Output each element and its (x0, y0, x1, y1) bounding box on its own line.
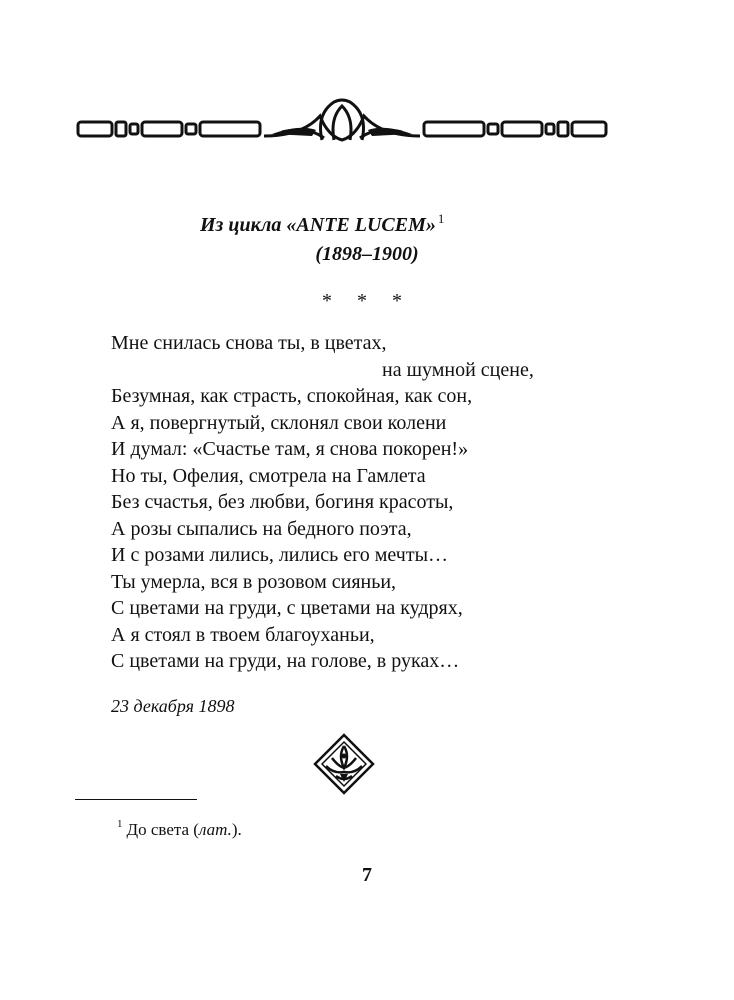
asterism-separator: * * * (322, 290, 412, 312)
poem-line: И с розами лились, лились его мечты… (111, 544, 449, 566)
poem-line: И думал: «Счастье там, я снова покорен!» (111, 438, 469, 460)
footnote-close: ). (231, 820, 242, 839)
poem-line: А розы сыпались на бедного поэта, (111, 517, 412, 540)
footnote-language: лат. (198, 820, 232, 839)
footnote-text: До света ( (126, 820, 199, 839)
footnote-marker: 1 (117, 818, 123, 830)
poem-line: Безумная, как страсть, спокойная, как сон, (111, 385, 473, 407)
vignette-ornament (312, 732, 376, 796)
poem-body (111, 330, 591, 675)
poem-line: А я стоял в твоем благоуханьи, (111, 623, 375, 646)
cycle-years: (1898–1900) (315, 243, 419, 265)
poem-date: 23 декабря 1898 (111, 696, 235, 716)
poem-line: Ты умерла, вся в розовом сияньи, (111, 570, 397, 593)
poem-line: А я, повергнутый, склонял свои колени (111, 411, 447, 434)
headpiece-ornament (72, 96, 612, 156)
footnote-rule (75, 799, 197, 800)
poem-line: Но ты, Офелия, смотрела на Гамлета (111, 464, 426, 487)
poem-line: С цветами на груди, на голове, в руках… (111, 650, 460, 672)
footnote-reference: 1 (437, 211, 445, 226)
cycle-title (200, 213, 500, 237)
poem-line: С цветами на груди, с цветами на кудрях, (111, 597, 463, 619)
poem-line: Мне снилась снова ты, в цветах, (111, 332, 387, 354)
poem-line-continuation: на шумной сцене, (382, 358, 534, 381)
cycle-title-text: Из цикла «ANTE LUCEM» (200, 214, 436, 236)
page-number: 7 (362, 864, 372, 886)
poem-line: Без счастья, без любви, богиня красоты, (111, 491, 454, 513)
footnote (117, 820, 242, 840)
